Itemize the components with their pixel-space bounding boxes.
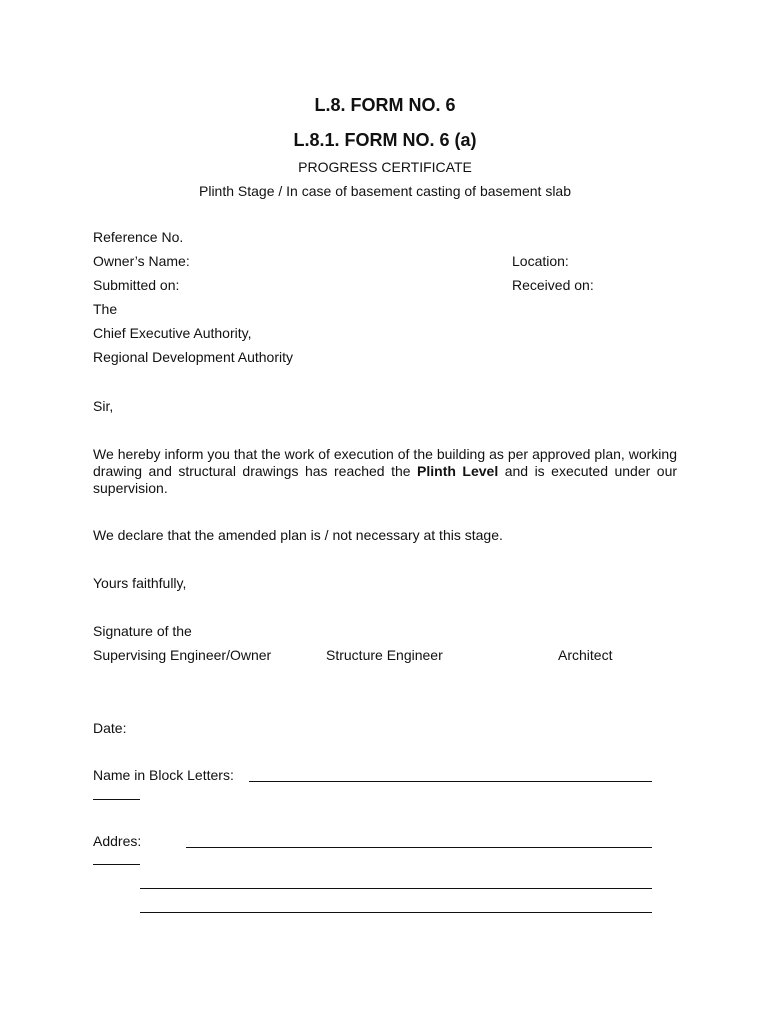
addressee-line-1: The [93,301,118,317]
address-label: Addres: [93,833,142,849]
name-continuation-line[interactable] [93,799,140,800]
reference-number-label: Reference No. [93,229,184,245]
location-label: Location: [512,253,569,269]
submitted-on-label: Submitted on: [93,277,180,293]
name-input-line[interactable] [249,781,652,782]
addressee-line-2: Chief Executive Authority, [93,325,252,341]
form-title: L.8. FORM NO. 6 [314,95,456,115]
body-text-start: We hereby inform you that the work of execution of the building as per approved plan, working drawing and structural drawings has reached the [93,446,677,479]
addressee-line-3: Regional Development Authority [93,349,294,365]
date-label: Date: [93,720,127,736]
body-paragraph [93,446,677,497]
address-continuation-line[interactable] [93,864,140,865]
received-on-label: Received on: [512,277,594,293]
stage-description: Plinth Stage / In case of basement casting of basement slab [199,183,571,199]
name-block-letters-label: Name in Block Letters: [93,767,234,783]
body-text-end: and is executed under our supervision. [93,463,678,496]
certificate-heading: PROGRESS CERTIFICATE [298,159,472,175]
signature-structure-engineer: Structure Engineer [326,647,443,663]
closing-text: Yours faithfully, [93,575,187,591]
owner-name-label: Owner’s Name: [93,253,190,269]
signature-heading: Signature of the [93,623,192,639]
address-input-line-1[interactable] [186,847,652,848]
form-subtitle-number: L.8.1. FORM NO. 6 (a) [293,130,477,150]
address-input-line-3[interactable] [140,912,652,913]
declaration-text: We declare that the amended plan is / not necessary at this stage. [93,527,503,543]
address-input-line-2[interactable] [140,888,652,889]
plinth-level-emphasis: Plinth Level [417,463,499,479]
signature-supervising-engineer: Supervising Engineer/Owner [93,647,272,663]
signature-architect: Architect [558,647,613,663]
salutation: Sir, [93,398,114,414]
